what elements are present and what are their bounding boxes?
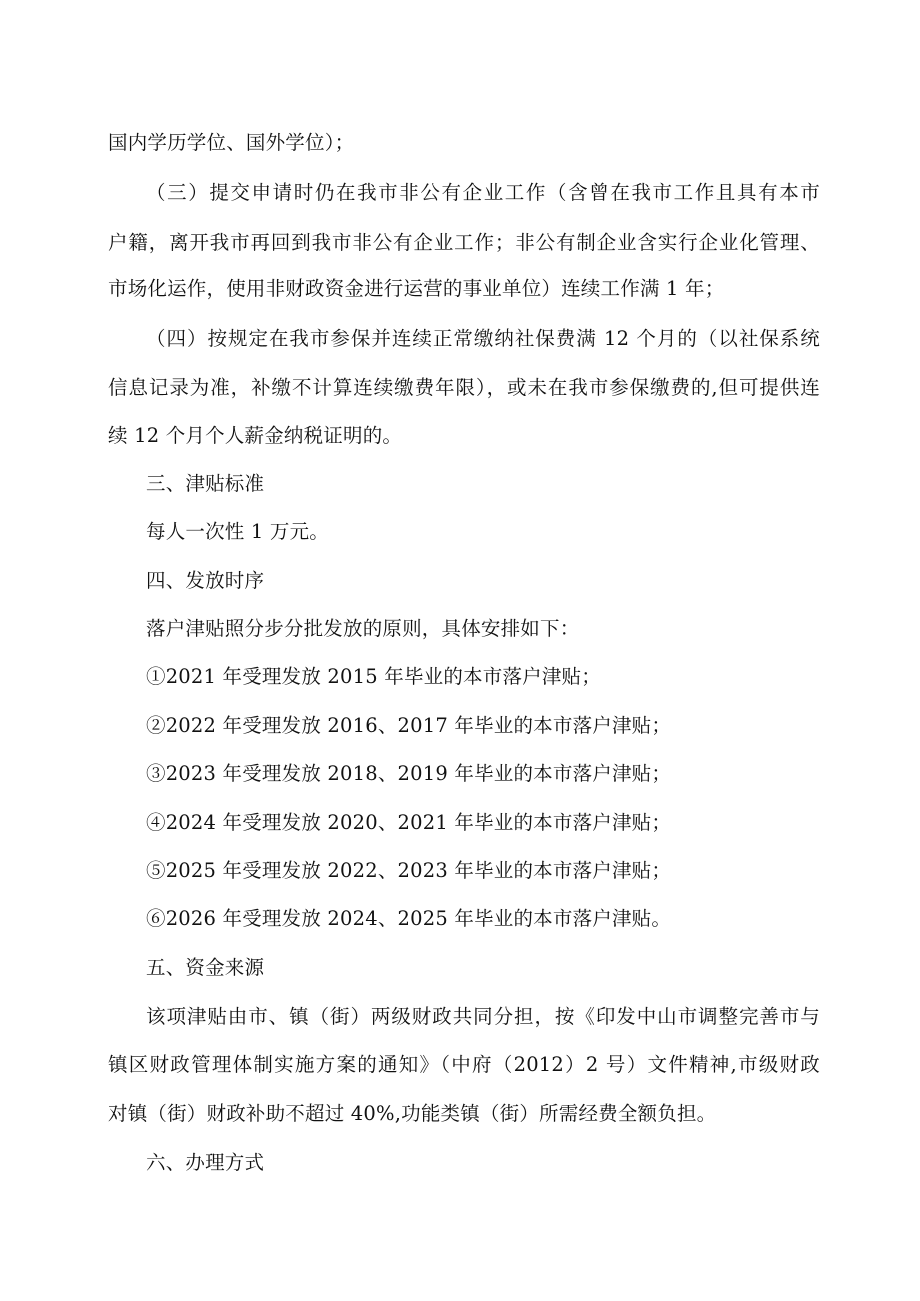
- list-item: ⑥2026 年受理发放 2024、2025 年毕业的本市落户津贴。: [146, 907, 672, 930]
- paragraph-line: 该项津贴由市、镇（街）两级财政共同分担，按《印发中山市调整完善市与: [146, 1005, 820, 1028]
- section-heading-6: 六、办理方式: [146, 1151, 265, 1174]
- section-heading-5: 五、资金来源: [146, 956, 265, 979]
- list-item: ①2021 年受理发放 2015 年毕业的本市落户津贴；: [146, 665, 601, 688]
- section-heading-4: 四、发放时序: [146, 569, 265, 592]
- list-item: ②2022 年受理发放 2016、2017 年毕业的本市落户津贴；: [146, 714, 672, 737]
- paragraph-line: 对镇（街）财政补助不超过 40%,功能类镇（街）所需经费全额负担。: [108, 1102, 717, 1125]
- paragraph-line: 落户津贴照分步分批发放的原则，具体安排如下：: [146, 617, 580, 640]
- list-item: ④2024 年受理发放 2020、2021 年毕业的本市落户津贴；: [146, 811, 672, 834]
- paragraph-line: 国内学历学位、国外学位）；: [108, 131, 355, 154]
- list-item: ⑤2025 年受理发放 2022、2023 年毕业的本市落户津贴；: [146, 859, 672, 882]
- paragraph-line: 每人一次性 1 万元。: [146, 520, 330, 543]
- paragraph-line: 市场化运作，使用非财政资金进行运营的事业单位）连续工作满 1 年；: [108, 277, 725, 300]
- section-heading-3: 三、津贴标准: [146, 472, 265, 495]
- paragraph-line: 续 12 个月个人薪金纳税证明的。: [108, 424, 403, 447]
- list-item: ③2023 年受理发放 2018、2019 年毕业的本市落户津贴；: [146, 762, 672, 785]
- section-item-4-line: （四）按规定在我市参保并连续正常缴纳社保费满 12 个月的（以社保系统: [146, 327, 820, 350]
- paragraph-line: 镇区财政管理体制实施方案的通知》（中府（2012）2 号）文件精神,市级财政: [108, 1053, 820, 1076]
- section-item-3-line: （三）提交申请时仍在我市非公有企业工作（含曾在我市工作且具有本市: [146, 181, 820, 204]
- paragraph-line: 户籍，离开我市再回到我市非公有企业工作；非公有制企业含实行企业化管理、: [108, 231, 820, 254]
- paragraph-line: 信息记录为准，补缴不计算连续缴费年限），或未在我市参保缴费的,但可提供连: [108, 376, 820, 399]
